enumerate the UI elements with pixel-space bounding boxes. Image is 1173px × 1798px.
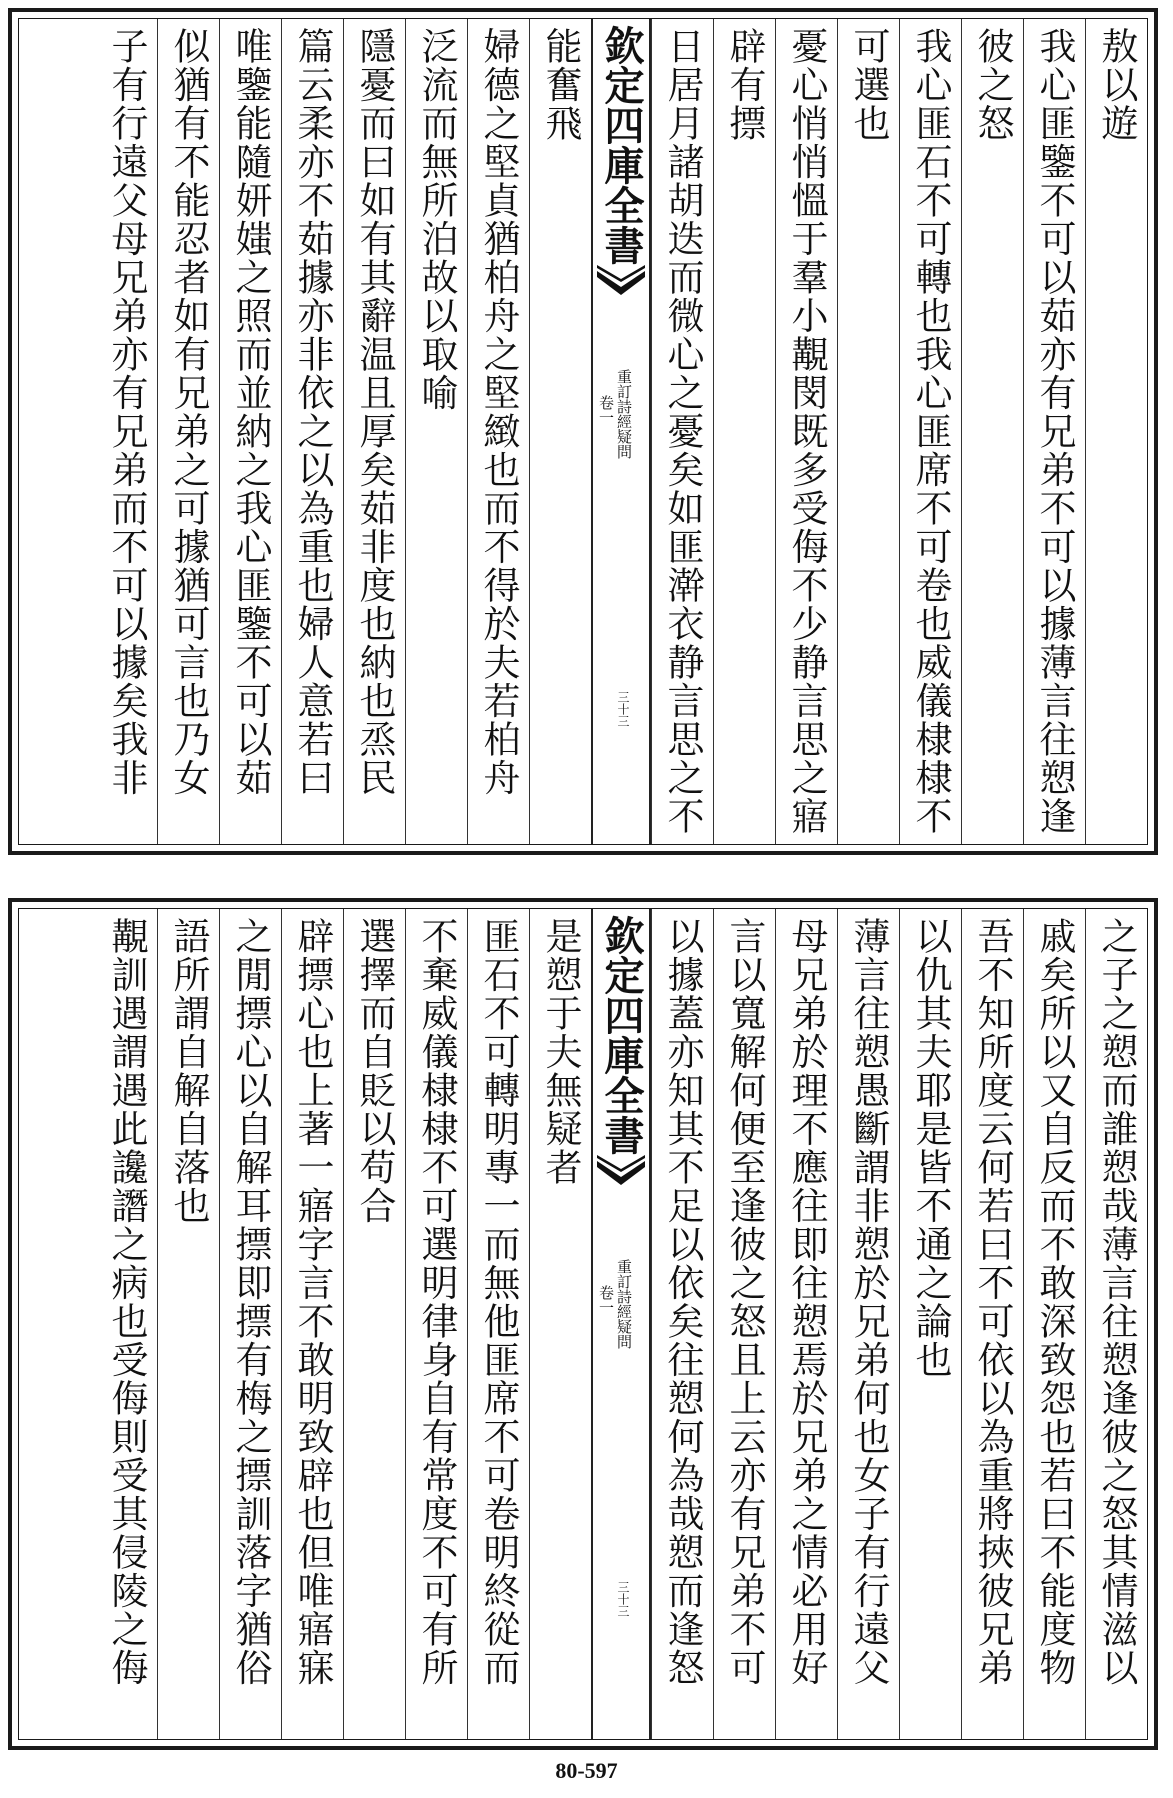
fish-tail-mark-icon [597, 265, 645, 299]
text-column: 之子之愬而誰愬哉薄言往愬逢彼之怒其情滋以 [1085, 909, 1147, 1739]
center-gutter [591, 19, 651, 844]
text-column: 唯鑒能隨妍媸之照而並納之我心匪鑒不可以茹 [219, 19, 281, 844]
gutter-volume: 卷一 [597, 395, 615, 425]
text-column: 母兄弟於理不應往即往愬焉於兄弟之情必用好 [775, 909, 837, 1739]
upper-text-frame [18, 18, 1148, 845]
page-footer-number: 80-597 [555, 1758, 618, 1783]
text-column: 是愬于夫無疑者 [529, 909, 591, 1739]
text-column: 泛流而無所泊故以取喻 [405, 19, 467, 844]
text-column: 可選也 [837, 19, 899, 844]
text-column: 以據蓋亦知其不足以依矣往愬何為哉愬而逢怒 [651, 909, 713, 1739]
gutter-page-number: 三十三 [616, 691, 630, 727]
gutter-book-title: 重訂詩經疑問 [615, 1259, 633, 1349]
text-column: 之閒摽心以自解耳摽即摽有梅之摽訓落字猶俗 [219, 909, 281, 1739]
text-column: 敖以遊 [1085, 19, 1147, 844]
text-column: 憂心悄悄慍于羣小覯閔既多受侮不少静言思之寤 [775, 19, 837, 844]
text-column: 日居月諸胡迭而微心之憂矣如匪澣衣静言思之不 [651, 19, 713, 844]
text-column: 辟摽心也上著一寤字言不敢明致辟也但唯寤寐 [281, 909, 343, 1739]
text-column: 選擇而自貶以苟合 [343, 909, 405, 1739]
center-gutter [591, 909, 651, 1739]
text-column: 匪石不可轉明專一而無他匪席不可卷明終從而 [467, 909, 529, 1739]
gutter-page-number: 三十三 [616, 1581, 630, 1617]
text-column: 以仇其夫耶是皆不通之論也 [899, 909, 961, 1739]
fish-tail-mark-icon [597, 1155, 645, 1189]
text-column: 能奮飛 [529, 19, 591, 844]
text-column: 辟有摽 [713, 19, 775, 844]
text-column: 語所謂自解自落也 [157, 909, 219, 1739]
text-column: 不棄威儀棣棣不可選明律身自有常度不可有所 [405, 909, 467, 1739]
gutter-volume: 卷一 [597, 1285, 615, 1315]
gutter-book-title: 重訂詩經疑問 [615, 369, 633, 459]
text-column: 我心匪鑒不可以茹亦有兄弟不可以據薄言往愬逢 [1023, 19, 1085, 844]
lower-page [8, 898, 1158, 1750]
text-column: 薄言往愬愚斷謂非愬於兄弟何也女子有行遠父 [837, 909, 899, 1739]
gutter-title: 欽定四庫全書 [598, 25, 645, 265]
text-column: 篇云柔亦不茹據亦非依之以為重也婦人意若曰 [281, 19, 343, 844]
gutter-title: 欽定四庫全書 [598, 915, 645, 1155]
lower-text-frame [18, 908, 1148, 1740]
text-column: 戚矣所以又自反而不敢深致怨也若曰不能度物 [1023, 909, 1085, 1739]
text-column: 彼之怒 [961, 19, 1023, 844]
text-column: 子有行遠父母兄弟亦有兄弟而不可以據矣我非 [105, 27, 148, 797]
text-column: 婦德之堅貞猶柏舟之堅緻也而不得於夫若柏舟 [467, 19, 529, 844]
text-column: 隱憂而曰如有其辭温且厚矣茹非度也納也烝民 [343, 19, 405, 844]
text-column: 似猶有不能忍者如有兄弟之可據猶可言也乃女 [157, 19, 219, 844]
text-column: 言以寬解何便至逢彼之怒且上云亦有兄弟不可 [713, 909, 775, 1739]
text-column: 我心匪石不可轉也我心匪席不可卷也威儀棣棣不 [899, 19, 961, 844]
text-column: 覯訓遇謂遇此讒譖之病也受侮則受其侵陵之侮 [105, 917, 148, 1687]
upper-page [8, 8, 1158, 855]
text-column: 吾不知所度云何若曰不可依以為重將挾彼兄弟 [961, 909, 1023, 1739]
